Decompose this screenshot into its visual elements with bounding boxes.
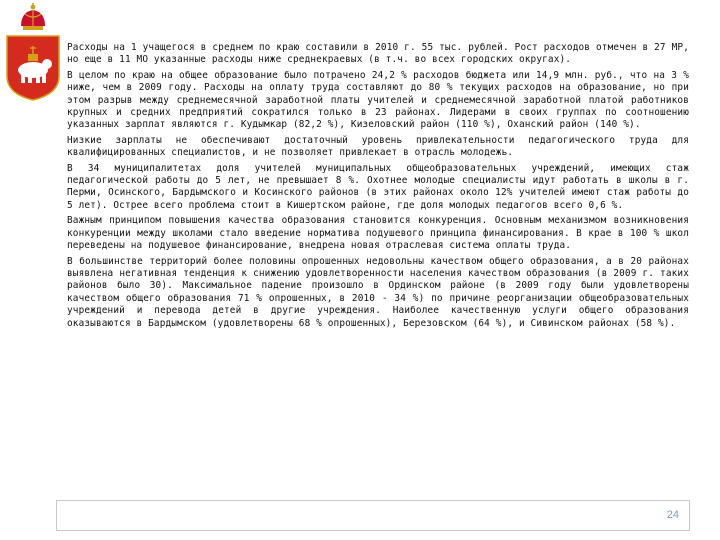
body-text: [67, 42, 689, 333]
footer-box: [56, 500, 690, 531]
paragraph-competition: Важным принципом повышения качества образования становится конкуренция. Основным механизмом возникновения конкуренции между школами стало введение норматива подушевого принципа финансирования. В крае в 100 % школ переведены на подушевое финансирование, внедрена новая отраслевая система оплаты труда.: [67, 215, 689, 252]
paragraph-satisfaction: В большинстве территорий более половины опрошенных недовольны качеством общего образования, а в 20 районах выявлена негативная тенденция к снижению удовлетворенности населения качеством образования (в 2009 г. таких районов было 30). Максимальное падение произошло в Ординском районе (в 2009 году были удовлетворены качеством общего образования 71 % опрошенных, в 2010 - 34 %) по причине реорганизации общеобразовательных учреждений и перевода детей в другие учреждения. Наиболее качественную услуги общего образования оказываются в Бардымском (удовлетворены 68 % опрошенных), Березовском (64 %), и Сивинском районах (58 %).: [67, 255, 689, 329]
crown-icon: [21, 3, 45, 30]
paragraph-expenses-per-student: Расходы на 1 учащегося в среднем по краю составили в 2010 г. 55 тыс. рублей. Рост расходов отмечен в 27 МР, но еще в 11 МО указанные расходы ниже среднекраевых (в т.ч. во всех городских округах).: [67, 42, 689, 66]
paragraph-young-teachers: В 34 муниципалитетах доля учителей муниципальных общеобразовательных учреждений, имеющих стаж педагогической работы до 5 лет, не превышает 8 %. Охотнее молодые специалисты идут работать в школы в г. Перми, Осинского, Бардымского и Косинского районов (в этих районах около 12% учителей имеют стаж работы до 5 лет). Острее всего проблема стоит в Кишертском районе, где доля молодых педагогов всего 0,6 %.: [67, 162, 689, 211]
paragraph-education-budget: В целом по краю на общее образование было потрачено 24,2 % расходов бюджета или 14,9 млн. руб., что на 3 % ниже, чем в 2009 году. Расходы на оплату труда составляют до 80 % текущих расходов на образование, но при этом разрыв между среднемесячной заработной платы учителей и среднемесячной заработной платой работников крупных и средних предприятий сократился только в 23 районах. Лидерами в своих группах по соотношению указанных зарплат являются г. Кудымкар (82,2 %), Кизеловский район (110 %), Оханский район (140 %).: [67, 69, 689, 131]
page-number: 24: [666, 509, 679, 521]
perm-krai-coat-of-arms-icon: [3, 2, 61, 102]
paragraph-low-salaries: Низкие зарплаты не обеспечивают достаточный уровень привлекательности педагогического труда для квалифицированных специалистов, и не позволяет привлекает в отрасль молодежь.: [67, 134, 689, 159]
